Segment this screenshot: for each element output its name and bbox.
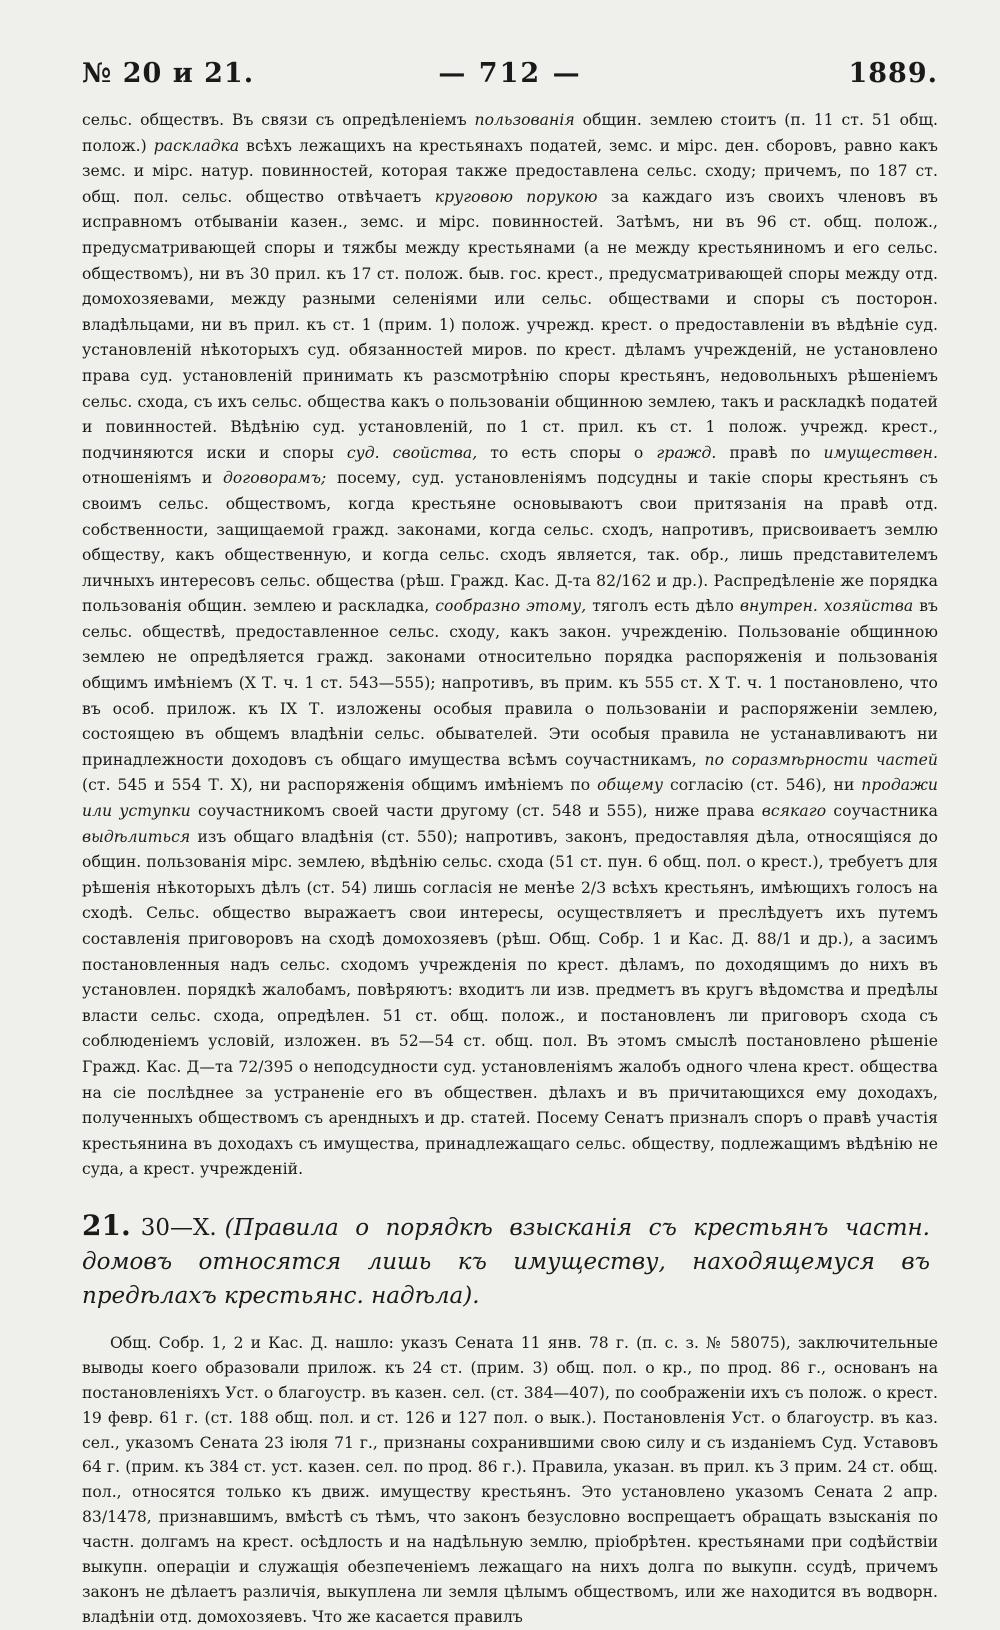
case-21-heading	[82, 1209, 938, 1313]
page-header	[82, 0, 938, 108]
page-number: — 712 —	[438, 58, 582, 89]
case-number: 21.	[82, 1208, 131, 1242]
paragraph: сельс. обществъ. Въ связи съ опредѣленіемъ пользованія общин. землею стоитъ (п. 11 ст. 51 общ. полож.) раскладка всѣхъ лежащихъ на крестьянахъ податей, земс. и мірс. ден. сборовъ, равно какъ земс. и мірс. натур. повинностей, которая также предоставлена сельс. сходу; причемъ, по 187 ст. общ. пол. сельс. общество отвѣчаетъ круговою порукою за каждаго изъ своихъ членовъ въ исправномъ отбываніи казен., земс. и мірс. повинностей. Затѣмъ, ни въ 96 ст. общ. полож., предусматривающей споры и тяжбы между крестьянами (а не между крестьяниномъ и его сельс. обществомъ), ни въ 30 прил. къ 17 ст. полож. быв. гос. крест., предусматривающей споры между отд. домохозяевами, между разными селеніями или сельс. обществами и споры съ посторон. владѣльцами, ни въ прил. къ ст. 1 (прим. 1) полож. учрежд. крест. о предоставленіи въ вѣдѣніе суд. установленій нѣкоторыхъ суд. обязанностей миров. по крест. дѣламъ учрежденій, не установлено права суд. установленій принимать къ разсмотрѣнію споры крестьянъ, недовольныхъ рѣшеніемъ сельс. схода, съ ихъ сельс. общества какъ о пользованіи общинною землею, такъ и раскладкѣ податей и повинностей. Вѣдѣнію суд. установленій, по 1 ст. прил. къ ст. 1 полож. учрежд. крест., подчиняются иски и споры суд. свойства, то есть споры о гражд. правѣ по имуществен. отношеніямъ и договорамъ; посему, суд. установленіямъ подсудны и такіе споры крестьянъ съ своимъ сельс. обществомъ, когда крестьяне основываютъ свои притязанія на правѣ отд. собственности, защищаемой гражд. законами, когда сельс. сходъ, напротивъ, присвоиваетъ землю обществу, какъ общественную, и когда сельс. сходъ является, так. обр., лишь представителемъ личныхъ интересовъ сельс. общества (рѣш. Гражд. Кас. Д-та 82/162 и др.). Распредѣленіе же порядка пользованія общин. землею и раскладка, сообразно этому, тяголъ есть дѣло внутрен. хозяйства въ сельс. обществѣ, предоставленное сельс. сходу, какъ закон. учрежденію. Пользованіе общинною землею не опредѣляется гражд. законами относительно порядка распоряженія и пользованія общимъ имѣніемъ (X Т. ч. 1 ст. 543—555); напротивъ, въ прим. къ 555 ст. X Т. ч. 1 постановлено, что въ особ. прилож. къ IX Т. изложены особыя правила о пользованіи и распоряженіи землею, состоящею въ общемъ владѣніи сельс. обывателей. Эти особыя правила не устанавливаютъ ни принадлежности доходовъ съ общаго имущества всѣмъ соучастникамъ, по соразмѣрности частей (ст. 545 и 554 Т. X), ни распоряженія общимъ имѣніемъ по общему согласію (ст. 546), ни продажи или уступки соучастникомъ своей части другому (ст. 548 и 555), ниже права всякаго соучастника выдѣлиться изъ общаго владѣнія (ст. 550); напротивъ, законъ, предоставляя дѣла, относящіяся до общин. пользованія мірс. землею, вѣдѣнію сельс. схода (51 ст. пун. 6 общ. пол. о крест.), требуетъ для рѣшенія нѣкоторыхъ дѣлъ (ст. 54) лишь согласія не менѣе 2/3 всѣхъ крестьянъ, имѣющихъ голосъ на сходѣ. Сельс. общество выражаетъ свои интересы, осуществляетъ и преслѣдуетъ ихъ путемъ составленія приговоровъ на сходѣ домохозяевъ (рѣш. Общ. Собр. 1 и Кас. Д. 88/1 и др.), а засимъ постановленныя надъ сельс. сходомъ учрежденія по крест. дѣламъ, по доходящимъ до нихъ въ установлен. порядкѣ жалобамъ, повѣряютъ: входитъ ли изв. предметъ въ кругъ вѣдомства и предѣлы власти сельс. схода, опредѣлен. 51 ст. общ. полож., и постановленъ ли приговоръ схода съ соблюденіемъ условій, изложен. въ 52—54 ст. общ. пол. Въ этомъ смыслѣ постановлено рѣшеніе Гражд. Кас. Д—та 72/395 о неподсудности суд. установленіямъ жалобъ одного члена крест. общества на сіе послѣднее за устраненіе его въ обществен. дѣлахъ и въ причитающихся ему доходахъ, полученныхъ обществомъ съ арендныхъ и др. статей. Посему Сенатъ призналъ споръ о правѣ участія крестьянина въ доходахъ съ имущества, принадлежащаго сельс. обществу, подлежащимъ вѣдѣнію не суда, а крест. учрежденій.	[82, 111, 938, 1179]
issue-number: № 20 и 21.	[82, 58, 255, 89]
case-title: (Правила о порядкѣ взысканія съ крестьянъ частн. домовъ относятся лишь къ имуществу, находящемуся въ предѣлахъ крестьянс. надѣла).	[82, 1214, 930, 1309]
case-21-text	[82, 1331, 938, 1630]
year: 1889.	[848, 58, 938, 89]
case-date: 30—X.	[140, 1214, 217, 1241]
case-20-text	[82, 108, 938, 1183]
paragraph: Общ. Собр. 1, 2 и Кас. Д. нашло: указъ Сената 11 янв. 78 г. (п. с. з. № 58075), заключительные выводы коего образовали прилож. къ 24 ст. (прим. 3) общ. пол. о кр., по прод. 86 г., основанъ на постановленіяхъ Уст. о благоустр. въ казен. сел. (ст. 384—407), по соображеніи ихъ съ полож. о крест. 19 февр. 61 г. (ст. 188 общ. пол. и ст. 126 и 127 пол. о вык.). Постановленія Уст. о благоустр. въ каз. сел., указомъ Сената 23 іюля 71 г., признаны сохранившими свою силу и съ изданіемъ Суд. Уставовъ 64 г. (прим. къ 384 ст. уст. казен. сел. по прод. 86 г.). Правила, указан. въ прил. къ 3 прим. 24 ст. общ. пол., относятся только къ движ. имуществу крестьянъ. Это установлено указомъ Сената 2 апр. 83/1478, признавшимъ, вмѣстѣ съ тѣмъ, что законъ безусловно воспрещаетъ обращать взысканія по частн. долгамъ на крест. осѣдлость и на надѣльную землю, пріобрѣтен. крестьянами при содѣйствіи выкупн. операціи и служащія обезпеченіемъ лежащаго на нихъ долга по выкупн. ссудѣ, причемъ законъ не дѣлаетъ различія, выкуплена ли земля цѣлымъ обществомъ, или же находится въ водворн. владѣніи отд. домохозяевъ. Что же касается правилъ	[82, 1333, 938, 1626]
